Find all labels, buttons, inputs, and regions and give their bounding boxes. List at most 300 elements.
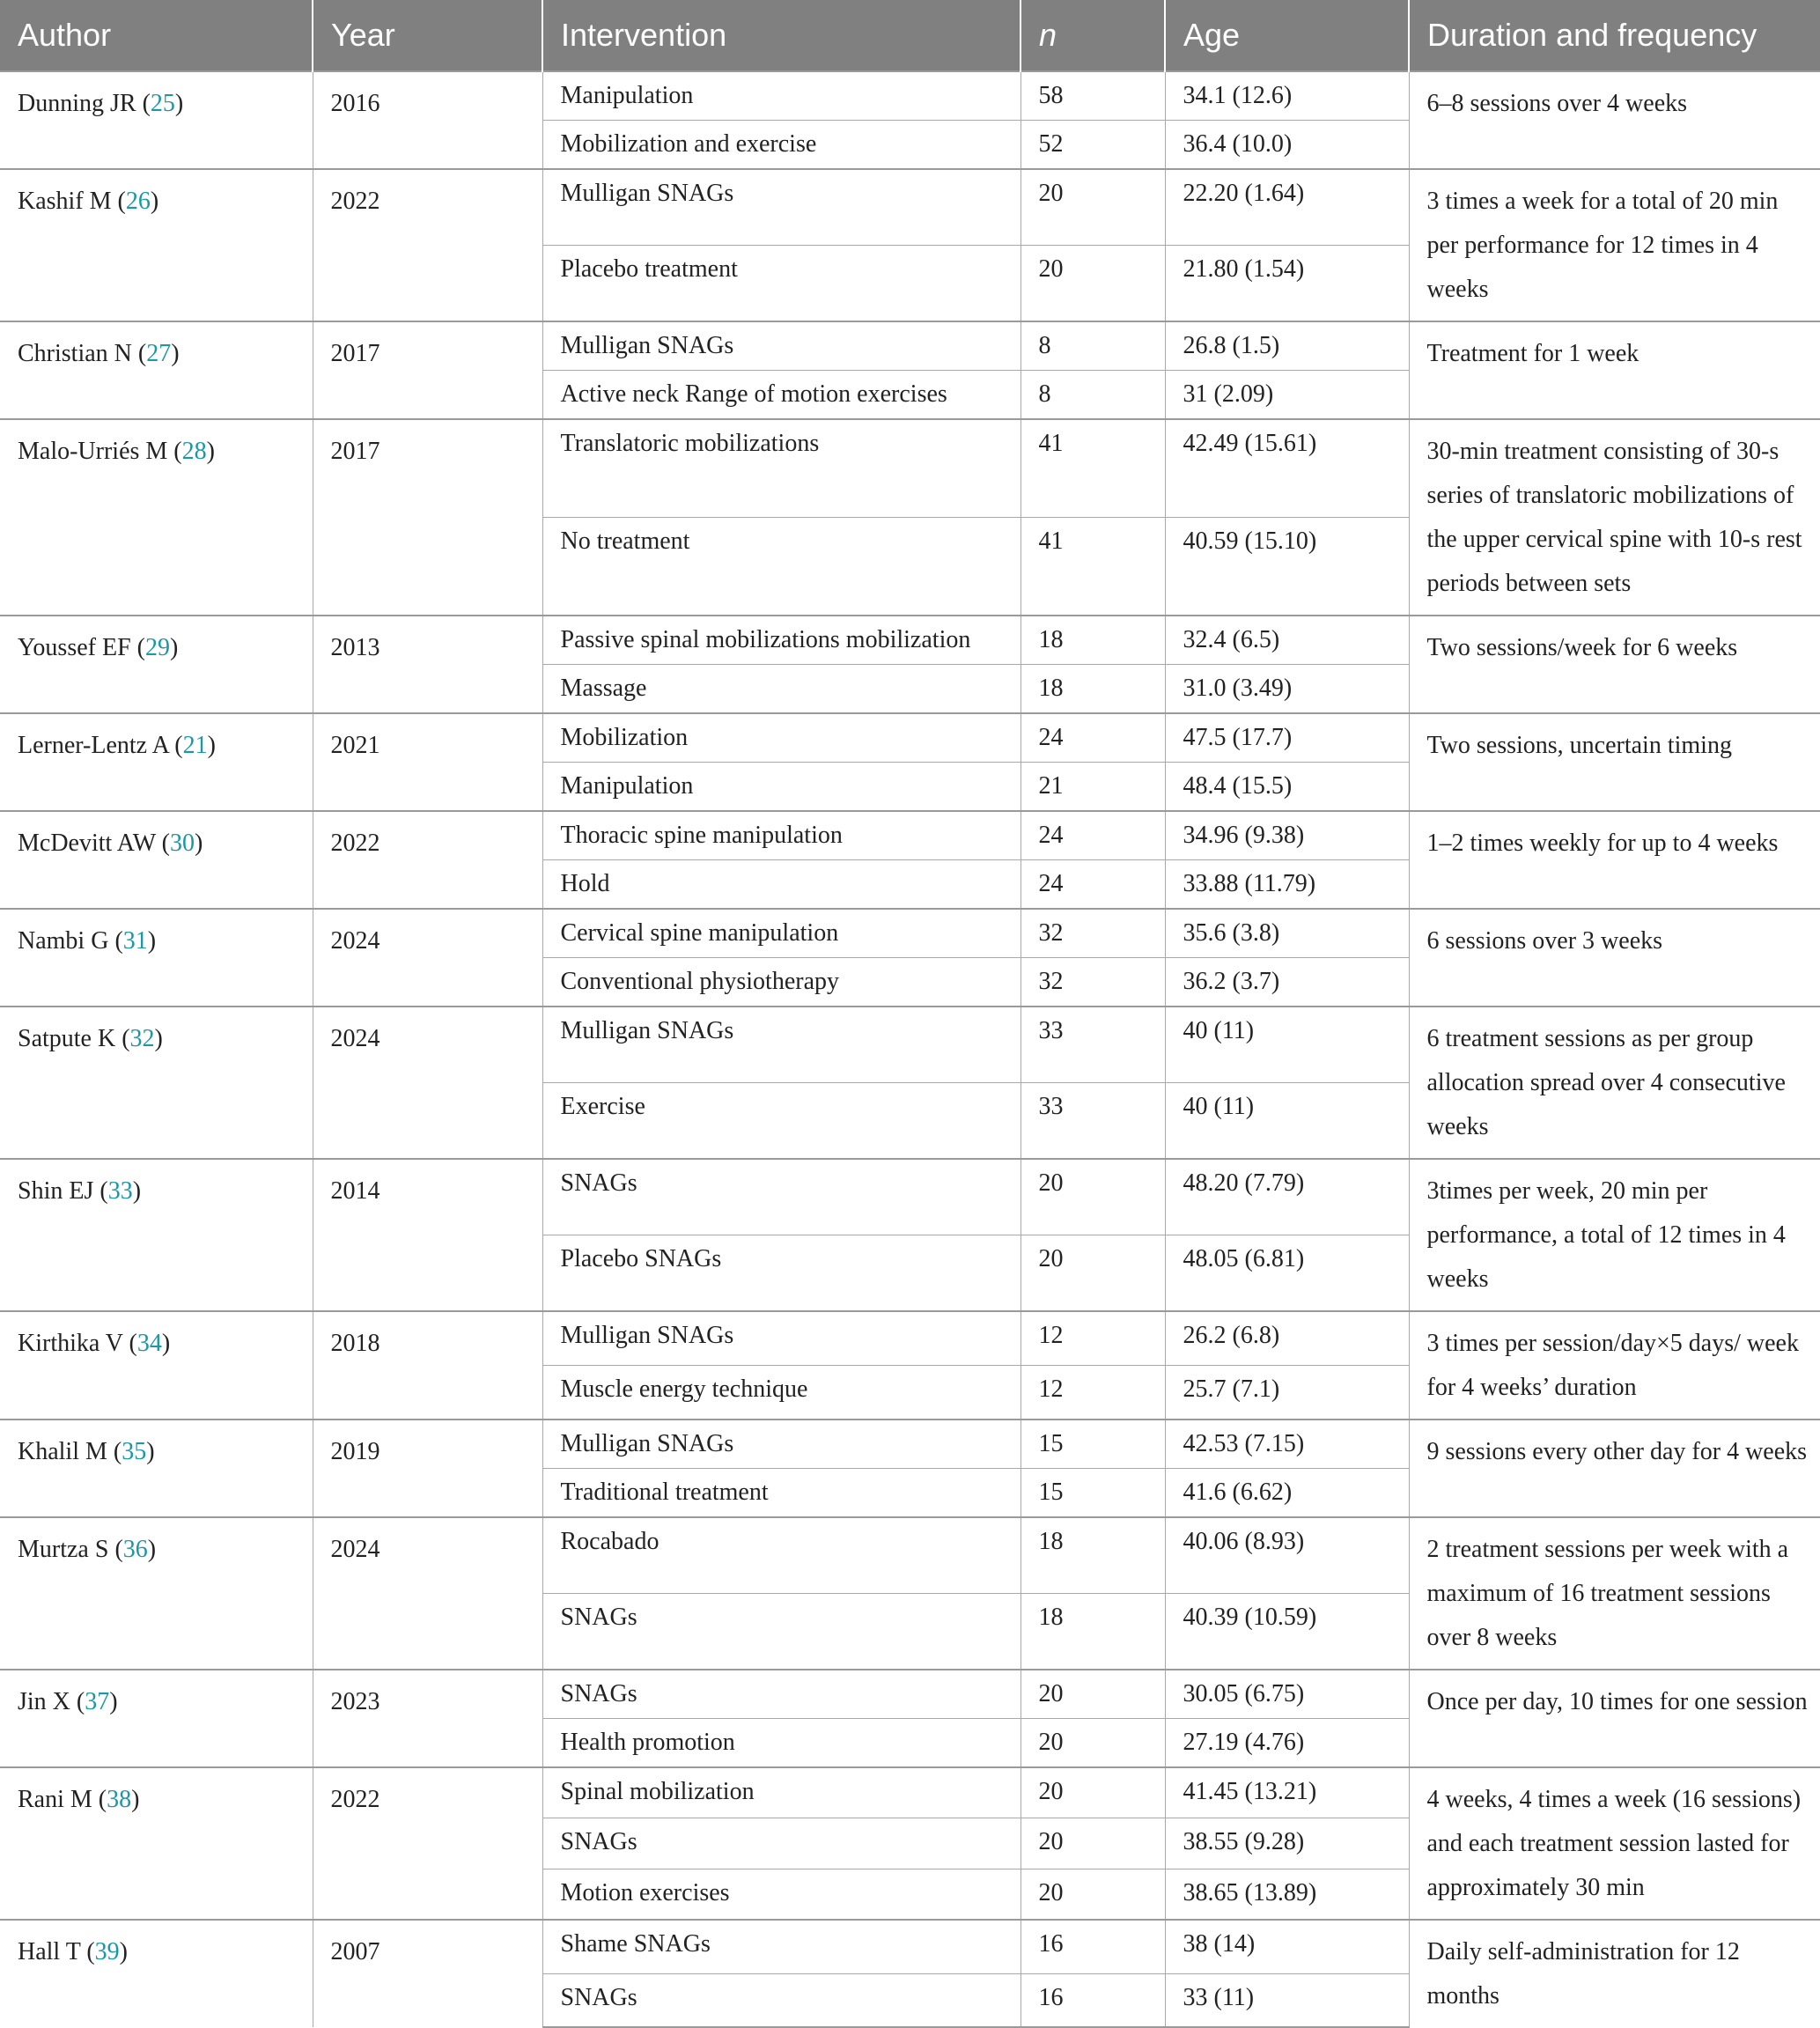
paren-close: ) bbox=[154, 1025, 163, 1052]
author-cell bbox=[0, 713, 313, 811]
intervention-cell bbox=[542, 518, 1021, 616]
n-cell bbox=[1021, 1818, 1165, 1869]
paren-close: ) bbox=[132, 1177, 142, 1205]
reference-link[interactable]: 35 bbox=[122, 1438, 147, 1465]
duration-cell: 3 times per session/day×5 days/ week for 4 weeks’ duration bbox=[1409, 1311, 1820, 1420]
duration-cell: Two sessions/week for 6 weeks bbox=[1409, 616, 1820, 713]
paren-close: ) bbox=[171, 340, 180, 367]
n-cell bbox=[1021, 860, 1165, 910]
author-cell bbox=[0, 321, 313, 419]
author-name: Lerner-Lentz A bbox=[18, 732, 169, 759]
paren-open: ( bbox=[111, 188, 126, 215]
paren-open: ( bbox=[130, 634, 145, 661]
age-cell bbox=[1165, 1159, 1409, 1235]
intervention-cell bbox=[542, 169, 1021, 246]
intervention-cell bbox=[542, 1973, 1021, 2027]
age-cell bbox=[1165, 1973, 1409, 2027]
header-author: Author bbox=[0, 0, 313, 71]
intervention-value: Traditional treatment bbox=[560, 1479, 769, 1506]
n-value: 16 bbox=[1038, 1930, 1064, 1958]
year-cell: 2022 bbox=[313, 1767, 542, 1920]
age-cell bbox=[1165, 665, 1409, 714]
reference-link[interactable]: 21 bbox=[182, 732, 208, 759]
table-body bbox=[0, 71, 1820, 2027]
n-cell bbox=[1021, 909, 1165, 958]
paren-open: ( bbox=[115, 1025, 130, 1052]
paren-open: ( bbox=[93, 1177, 108, 1205]
n-value: 20 bbox=[1038, 1729, 1064, 1756]
age-value: 35.6 (3.8) bbox=[1183, 919, 1280, 947]
duration-cell: 30-min treatment consisting of 30-s series of translatoric mobilizations of the upper cervical spine with 10-s rest periods between sets bbox=[1409, 419, 1820, 616]
year-cell: 2024 bbox=[313, 1517, 542, 1670]
age-cell bbox=[1165, 909, 1409, 958]
table-row bbox=[0, 1311, 1820, 1366]
intervention-cell bbox=[542, 121, 1021, 170]
duration-cell: 1–2 times weekly for up to 4 weeks bbox=[1409, 811, 1820, 909]
table-row bbox=[0, 419, 1820, 518]
n-value: 16 bbox=[1038, 1983, 1064, 2011]
n-value: 20 bbox=[1038, 1778, 1064, 1805]
n-value: 24 bbox=[1038, 822, 1064, 849]
age-value: 27.19 (4.76) bbox=[1183, 1729, 1305, 1756]
intervention-value: Translatoric mobilizations bbox=[560, 430, 820, 457]
n-cell bbox=[1021, 518, 1165, 616]
age-value: 33 (11) bbox=[1183, 1983, 1255, 2011]
intervention-cell bbox=[542, 1366, 1021, 1420]
age-cell bbox=[1165, 1517, 1409, 1594]
intervention-value: Mulligan SNAGs bbox=[560, 1322, 734, 1349]
duration-cell: 2 treatment sessions per week with a maximum of 16 treatment sessions over 8 weeks bbox=[1409, 1517, 1820, 1670]
author-name: Youssef EF bbox=[18, 634, 131, 661]
age-cell bbox=[1165, 763, 1409, 812]
year-cell: 2017 bbox=[313, 321, 542, 419]
table-row bbox=[0, 169, 1820, 246]
n-cell bbox=[1021, 1670, 1165, 1719]
author-name: Khalil M bbox=[18, 1438, 107, 1465]
year-cell: 2019 bbox=[313, 1420, 542, 1517]
intervention-value: SNAGs bbox=[560, 1680, 637, 1707]
intervention-value: Mobilization bbox=[560, 724, 689, 751]
age-value: 48.05 (6.81) bbox=[1183, 1245, 1305, 1272]
age-cell bbox=[1165, 811, 1409, 860]
age-cell bbox=[1165, 1311, 1409, 1366]
n-value: 32 bbox=[1038, 968, 1064, 995]
paren-close: ) bbox=[147, 927, 157, 955]
reference-link[interactable]: 39 bbox=[94, 1938, 120, 1965]
author-name: Malo-Urriés M bbox=[18, 438, 168, 465]
age-value: 40.06 (8.93) bbox=[1183, 1528, 1305, 1555]
paren-open: ( bbox=[136, 90, 151, 117]
n-value: 12 bbox=[1038, 1322, 1064, 1349]
age-value: 42.53 (7.15) bbox=[1183, 1430, 1305, 1457]
author-name: Jin X bbox=[18, 1688, 70, 1715]
year-cell: 2022 bbox=[313, 169, 542, 321]
reference-link[interactable]: 33 bbox=[107, 1177, 133, 1205]
duration-cell: Two sessions, uncertain timing bbox=[1409, 713, 1820, 811]
author-cell bbox=[0, 71, 313, 169]
header-intervention: Intervention bbox=[542, 0, 1021, 71]
intervention-value: Thoracic spine manipulation bbox=[560, 822, 843, 849]
intervention-value: Manipulation bbox=[560, 82, 694, 109]
author-name: Shin EJ bbox=[18, 1177, 94, 1205]
paren-open: ( bbox=[131, 340, 147, 367]
n-value: 21 bbox=[1038, 772, 1064, 800]
table-row bbox=[0, 321, 1820, 371]
table-row bbox=[0, 811, 1820, 860]
age-cell bbox=[1165, 1366, 1409, 1420]
age-value: 40.39 (10.59) bbox=[1183, 1604, 1317, 1631]
age-value: 26.2 (6.8) bbox=[1183, 1322, 1280, 1349]
n-value: 58 bbox=[1038, 82, 1064, 109]
age-value: 22.20 (1.64) bbox=[1183, 180, 1305, 207]
paren-open: ( bbox=[108, 927, 123, 955]
intervention-cell bbox=[542, 958, 1021, 1007]
paren-open: ( bbox=[168, 732, 183, 759]
n-value: 20 bbox=[1038, 1245, 1064, 1272]
author-name: Rani M bbox=[18, 1786, 92, 1813]
n-value: 18 bbox=[1038, 675, 1064, 702]
intervention-value: Motion exercises bbox=[560, 1878, 730, 1906]
header-n: n bbox=[1021, 0, 1165, 71]
intervention-cell bbox=[542, 1235, 1021, 1312]
age-value: 26.8 (1.5) bbox=[1183, 332, 1280, 359]
table-row bbox=[0, 71, 1820, 121]
intervention-value: Exercise bbox=[560, 1093, 645, 1120]
author-cell bbox=[0, 1159, 313, 1311]
paren-close: ) bbox=[150, 188, 159, 215]
age-cell bbox=[1165, 1235, 1409, 1312]
intervention-value: Hold bbox=[560, 870, 610, 897]
author-name: Christian N bbox=[18, 340, 132, 367]
intervention-value: SNAGs bbox=[560, 1169, 637, 1197]
age-cell bbox=[1165, 1594, 1409, 1670]
year-cell: 2013 bbox=[313, 616, 542, 713]
n-cell bbox=[1021, 1366, 1165, 1420]
n-cell bbox=[1021, 1469, 1165, 1518]
header-duration: Duration and frequency bbox=[1409, 0, 1820, 71]
age-value: 40.59 (15.10) bbox=[1183, 527, 1317, 555]
year-cell: 2016 bbox=[313, 71, 542, 169]
author-cell bbox=[0, 419, 313, 616]
intervention-cell bbox=[542, 909, 1021, 958]
reference-link[interactable]: 25 bbox=[150, 90, 175, 117]
age-cell bbox=[1165, 1469, 1409, 1518]
n-value: 33 bbox=[1038, 1093, 1064, 1120]
n-value: 15 bbox=[1038, 1479, 1064, 1506]
intervention-cell bbox=[542, 860, 1021, 910]
n-cell bbox=[1021, 1869, 1165, 1920]
year-cell: 2021 bbox=[313, 713, 542, 811]
age-cell bbox=[1165, 1920, 1409, 1973]
age-cell bbox=[1165, 371, 1409, 420]
n-cell bbox=[1021, 616, 1165, 665]
duration-cell: 3times per week, 20 min per performance, a total of 12 times in 4 weeks bbox=[1409, 1159, 1820, 1311]
intervention-value: SNAGs bbox=[560, 1983, 637, 2011]
author-name: Kirthika V bbox=[18, 1330, 123, 1357]
n-value: 24 bbox=[1038, 724, 1064, 751]
paren-close: ) bbox=[174, 90, 184, 117]
age-cell bbox=[1165, 1767, 1409, 1818]
n-value: 18 bbox=[1038, 1528, 1064, 1555]
intervention-cell bbox=[542, 1159, 1021, 1235]
age-cell bbox=[1165, 1083, 1409, 1160]
n-cell bbox=[1021, 1517, 1165, 1594]
author-name: Hall T bbox=[18, 1938, 81, 1965]
intervention-value: No treatment bbox=[560, 527, 690, 555]
intervention-cell bbox=[542, 1670, 1021, 1719]
author-name: Satpute K bbox=[18, 1025, 116, 1052]
intervention-value: Active neck Range of motion exercises bbox=[560, 380, 947, 408]
age-cell bbox=[1165, 321, 1409, 371]
intervention-value: Muscle energy technique bbox=[560, 1375, 808, 1403]
age-value: 25.7 (7.1) bbox=[1183, 1375, 1280, 1403]
intervention-cell bbox=[542, 713, 1021, 763]
age-value: 41.6 (6.62) bbox=[1183, 1479, 1293, 1506]
n-cell bbox=[1021, 1767, 1165, 1818]
age-cell bbox=[1165, 1670, 1409, 1719]
age-cell bbox=[1165, 518, 1409, 616]
table-row bbox=[0, 1920, 1820, 1973]
n-value: 8 bbox=[1038, 380, 1051, 408]
n-cell bbox=[1021, 71, 1165, 121]
intervention-cell bbox=[542, 1311, 1021, 1366]
paren-open: ( bbox=[122, 1330, 137, 1357]
paren-open: ( bbox=[155, 830, 170, 857]
intervention-cell bbox=[542, 763, 1021, 812]
age-value: 31.0 (3.49) bbox=[1183, 675, 1293, 702]
duration-cell: 6 sessions over 3 weeks bbox=[1409, 909, 1820, 1007]
intervention-value: Spinal mobilization bbox=[560, 1778, 755, 1805]
intervention-value: Health promotion bbox=[560, 1729, 735, 1756]
n-cell bbox=[1021, 713, 1165, 763]
author-name: Murtza S bbox=[18, 1536, 109, 1563]
intervention-value: Mulligan SNAGs bbox=[560, 1430, 734, 1457]
age-value: 38.65 (13.89) bbox=[1183, 1878, 1317, 1906]
paren-close: ) bbox=[109, 1688, 118, 1715]
intervention-cell bbox=[542, 1869, 1021, 1920]
intervention-value: Placebo treatment bbox=[560, 255, 738, 283]
author-cell bbox=[0, 1517, 313, 1670]
table-header bbox=[0, 0, 1820, 71]
n-cell bbox=[1021, 665, 1165, 714]
intervention-value: Massage bbox=[560, 675, 647, 702]
n-cell bbox=[1021, 1083, 1165, 1160]
age-value: 21.80 (1.54) bbox=[1183, 255, 1305, 283]
paren-open: ( bbox=[92, 1786, 107, 1813]
intervention-cell bbox=[542, 419, 1021, 518]
n-value: 41 bbox=[1038, 527, 1064, 555]
n-value: 32 bbox=[1038, 919, 1064, 947]
intervention-cell bbox=[542, 321, 1021, 371]
age-cell bbox=[1165, 121, 1409, 170]
year-cell: 2022 bbox=[313, 811, 542, 909]
n-cell bbox=[1021, 1920, 1165, 1973]
n-value: 20 bbox=[1038, 1169, 1064, 1197]
n-cell bbox=[1021, 1420, 1165, 1469]
age-cell bbox=[1165, 1420, 1409, 1469]
intervention-value: Manipulation bbox=[560, 772, 694, 800]
reference-link[interactable]: 30 bbox=[170, 830, 195, 857]
author-name: Nambi G bbox=[18, 927, 109, 955]
author-name: Kashif M bbox=[18, 188, 112, 215]
age-cell bbox=[1165, 419, 1409, 518]
n-value: 20 bbox=[1038, 180, 1064, 207]
age-value: 42.49 (15.61) bbox=[1183, 430, 1317, 457]
year-cell: 2024 bbox=[313, 1007, 542, 1159]
n-value: 12 bbox=[1038, 1375, 1064, 1403]
age-value: 33.88 (11.79) bbox=[1183, 870, 1316, 897]
age-cell bbox=[1165, 246, 1409, 322]
n-cell bbox=[1021, 121, 1165, 170]
n-cell bbox=[1021, 1007, 1165, 1083]
intervention-value: SNAGs bbox=[560, 1828, 637, 1856]
duration-cell: 3 times a week for a total of 20 min per performance for 12 times in 4 weeks bbox=[1409, 169, 1820, 321]
duration-cell: 4 weeks, 4 times a week (16 sessions) and each treatment session lasted for approximately 30 min bbox=[1409, 1767, 1820, 1920]
author-cell bbox=[0, 616, 313, 713]
table-row bbox=[0, 909, 1820, 958]
intervention-value: Rocabado bbox=[560, 1528, 659, 1555]
reference-link[interactable]: 34 bbox=[136, 1330, 162, 1357]
paren-open: ( bbox=[107, 1438, 122, 1465]
intervention-cell bbox=[542, 1420, 1021, 1469]
reference-link[interactable]: 28 bbox=[181, 438, 207, 465]
paren-open: ( bbox=[70, 1688, 85, 1715]
paren-close: ) bbox=[207, 732, 216, 759]
author-cell bbox=[0, 811, 313, 909]
intervention-cell bbox=[542, 665, 1021, 714]
age-value: 38.55 (9.28) bbox=[1183, 1828, 1305, 1856]
intervention-cell bbox=[542, 1920, 1021, 1973]
paren-close: ) bbox=[206, 438, 215, 465]
n-cell bbox=[1021, 811, 1165, 860]
age-value: 36.2 (3.7) bbox=[1183, 968, 1280, 995]
intervention-cell bbox=[542, 1594, 1021, 1670]
age-value: 30.05 (6.75) bbox=[1183, 1680, 1305, 1707]
intervention-cell bbox=[542, 616, 1021, 665]
intervention-cell bbox=[542, 71, 1021, 121]
reference-link[interactable]: 32 bbox=[129, 1025, 155, 1052]
n-value: 33 bbox=[1038, 1017, 1064, 1044]
n-cell bbox=[1021, 246, 1165, 322]
paren-close: ) bbox=[131, 1786, 140, 1813]
table-row bbox=[0, 1517, 1820, 1594]
author-cell bbox=[0, 169, 313, 321]
author-name: McDevitt AW bbox=[18, 830, 156, 857]
age-cell bbox=[1165, 1007, 1409, 1083]
age-cell bbox=[1165, 1869, 1409, 1920]
author-cell bbox=[0, 1420, 313, 1517]
table-row bbox=[0, 1420, 1820, 1469]
n-value: 18 bbox=[1038, 1604, 1064, 1631]
intervention-value: Conventional physiotherapy bbox=[560, 968, 840, 995]
intervention-cell bbox=[542, 246, 1021, 322]
age-cell bbox=[1165, 1818, 1409, 1869]
duration-cell: Treatment for 1 week bbox=[1409, 321, 1820, 419]
table-row bbox=[0, 1159, 1820, 1235]
intervention-cell bbox=[542, 1719, 1021, 1768]
reference-link[interactable]: 26 bbox=[125, 188, 151, 215]
year-cell: 2024 bbox=[313, 909, 542, 1007]
year-cell: 2018 bbox=[313, 1311, 542, 1420]
duration-cell: 6–8 sessions over 4 weeks bbox=[1409, 71, 1820, 169]
age-value: 31 (2.09) bbox=[1183, 380, 1274, 408]
intervention-cell bbox=[542, 1469, 1021, 1518]
reference-link[interactable]: 37 bbox=[85, 1688, 110, 1715]
reference-link[interactable]: 29 bbox=[144, 634, 170, 661]
age-cell bbox=[1165, 1719, 1409, 1768]
paren-close: ) bbox=[161, 1330, 171, 1357]
n-cell bbox=[1021, 1235, 1165, 1312]
author-cell bbox=[0, 1007, 313, 1159]
n-value: 20 bbox=[1038, 255, 1064, 283]
reference-link[interactable]: 38 bbox=[107, 1786, 132, 1813]
intervention-value: Mobilization and exercise bbox=[560, 130, 817, 158]
intervention-cell bbox=[542, 1517, 1021, 1594]
n-cell bbox=[1021, 1311, 1165, 1366]
n-cell bbox=[1021, 169, 1165, 246]
age-cell bbox=[1165, 958, 1409, 1007]
year-cell: 2017 bbox=[313, 419, 542, 616]
author-cell bbox=[0, 909, 313, 1007]
reference-link[interactable]: 27 bbox=[146, 340, 172, 367]
paren-close: ) bbox=[169, 634, 179, 661]
age-value: 41.45 (13.21) bbox=[1183, 1778, 1317, 1805]
n-value: 41 bbox=[1038, 430, 1064, 457]
age-value: 47.5 (17.7) bbox=[1183, 724, 1293, 751]
intervention-value: SNAGs bbox=[560, 1604, 637, 1631]
age-cell bbox=[1165, 860, 1409, 910]
year-cell: 2023 bbox=[313, 1670, 542, 1767]
duration-cell: 9 sessions every other day for 4 weeks bbox=[1409, 1420, 1820, 1517]
author-cell bbox=[0, 1767, 313, 1920]
author-cell bbox=[0, 1311, 313, 1420]
n-cell bbox=[1021, 1719, 1165, 1768]
n-value: 20 bbox=[1038, 1828, 1064, 1856]
age-value: 34.1 (12.6) bbox=[1183, 82, 1293, 109]
intervention-cell bbox=[542, 1767, 1021, 1818]
intervention-value: Mulligan SNAGs bbox=[560, 332, 734, 359]
n-cell bbox=[1021, 763, 1165, 812]
author-name: Dunning JR bbox=[18, 90, 136, 117]
n-cell bbox=[1021, 419, 1165, 518]
age-value: 34.96 (9.38) bbox=[1183, 822, 1305, 849]
paren-close: ) bbox=[195, 830, 203, 857]
intervention-value: Passive spinal mobilizations mobilization bbox=[560, 626, 971, 653]
header-age: Age bbox=[1165, 0, 1409, 71]
intervention-value: Shame SNAGs bbox=[560, 1930, 711, 1958]
header-year: Year bbox=[313, 0, 542, 71]
age-cell bbox=[1165, 713, 1409, 763]
reference-link[interactable]: 36 bbox=[122, 1536, 148, 1563]
year-cell: 2007 bbox=[313, 1920, 542, 2027]
n-cell bbox=[1021, 1594, 1165, 1670]
paren-close: ) bbox=[119, 1938, 128, 1965]
age-value: 40 (11) bbox=[1183, 1093, 1255, 1120]
n-value: 18 bbox=[1038, 626, 1064, 653]
paren-open: ( bbox=[80, 1938, 95, 1965]
paren-close: ) bbox=[146, 1438, 155, 1465]
intervention-cell bbox=[542, 371, 1021, 420]
duration-cell: Daily self-administration for 12 months bbox=[1409, 1920, 1820, 2027]
intervention-value: Placebo SNAGs bbox=[560, 1245, 722, 1272]
age-cell bbox=[1165, 616, 1409, 665]
age-value: 36.4 (10.0) bbox=[1183, 130, 1293, 158]
reference-link[interactable]: 31 bbox=[122, 927, 148, 955]
age-value: 38 (14) bbox=[1183, 1930, 1256, 1958]
paren-open: ( bbox=[167, 438, 182, 465]
n-value: 20 bbox=[1038, 1680, 1064, 1707]
table-row bbox=[0, 1670, 1820, 1719]
